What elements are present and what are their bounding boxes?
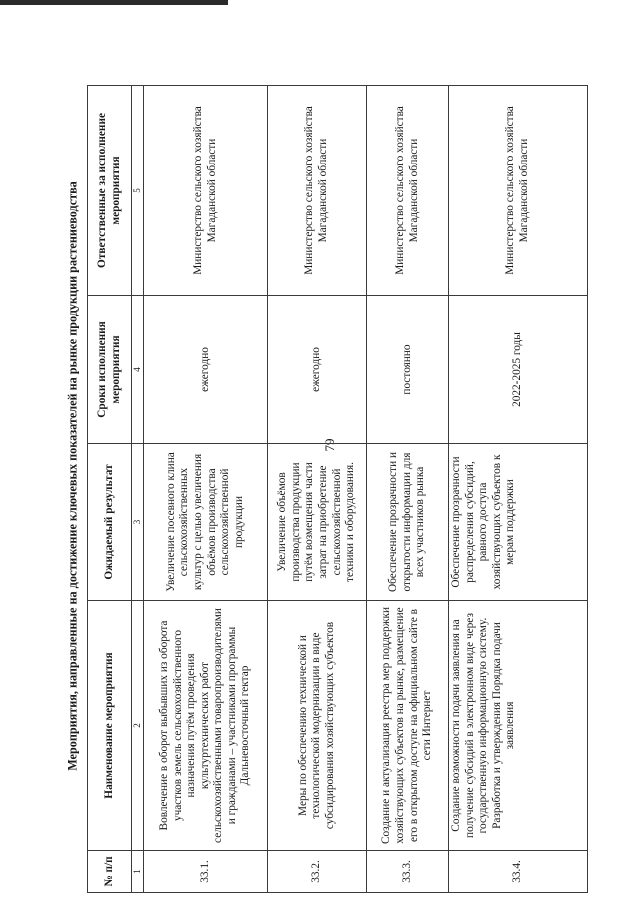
row-num: 33.3.: [367, 851, 449, 893]
page-number: 79: [322, 438, 337, 452]
header-num: № п/п: [88, 851, 132, 893]
top-rule: [0, 0, 228, 5]
row-num: 33.4.: [449, 851, 588, 893]
table-row: [144, 86, 268, 893]
row-name: Создание и актуализация реестра мер поддержки хозяйствующих субъектов на рынке, размещение его в открытом доступе на официальном сайте в сети Интернет: [367, 601, 449, 851]
row-name: Вовлечение в оборот выбывших из оборота участков земель сельскохозяйственного назначения путём проведения культуртехнических работ сельскохозяйственными товаропроизводителями и гражданами – участниками программы Дальневосточный гектар: [144, 601, 268, 851]
header-deadline: Сроки исполнения мероприятия: [88, 296, 132, 444]
row-responsible: Министерство сельского хозяйства Магаданской области: [449, 86, 588, 296]
document-title: Мероприятия, направленные на достижение ключевых показателей на рынке продукции растениеводства: [65, 181, 80, 771]
row-responsible: Министерство сельского хозяйства Магаданской области: [144, 86, 268, 296]
measures-table: [87, 85, 588, 893]
row-num: 33.2.: [268, 851, 367, 893]
row-deadline: 2022-2025 годы: [449, 296, 588, 444]
column-number-row: [132, 86, 144, 893]
column-number: 4: [132, 296, 144, 444]
table-row: [449, 86, 588, 893]
row-result: Увеличение посевного клина сельскохозяйственных культур с целью увеличения объёмов производства сельскохозяйственной продукции: [144, 444, 268, 601]
table-header-row: [88, 86, 132, 893]
row-responsible: Министерство сельского хозяйства Магаданской области: [268, 86, 367, 296]
rotated-table-container: [87, 86, 587, 893]
row-deadline: ежегодно: [268, 296, 367, 444]
header-responsible: Ответственные за исполнение мероприятия: [88, 86, 132, 296]
row-result: Обеспечение прозрачности распределения субсидий, равного доступа хозяйствующих субъектов к мерам поддержки: [449, 444, 588, 601]
row-result: Увеличение объёмов производства продукции путём возмещения части затрат на приобретение сельскохозяйственной техники и оборудования.: [268, 444, 367, 601]
row-responsible: Министерство сельского хозяйства Магаданской области: [367, 86, 449, 296]
column-number: 2: [132, 601, 144, 851]
header-result: Ожидаемый результат: [88, 444, 132, 601]
row-name: Меры по обеспечению технической и технологической модернизации в виде субсидирования хозяйствующих субъектов: [268, 601, 367, 851]
table-row: [268, 86, 367, 893]
column-number: 5: [132, 86, 144, 296]
column-number: 3: [132, 444, 144, 601]
row-deadline: ежегодно: [144, 296, 268, 444]
row-result: Обеспечение прозрачности и открытости информации для всех участников рынка: [367, 444, 449, 601]
row-name: Создание возможности подачи заявления на получение субсидий в электронном виде через государственную информационную систему. Разработка и утверждения Порядка подачи заявления: [449, 601, 588, 851]
row-num: 33.1.: [144, 851, 268, 893]
column-number: 1: [132, 851, 144, 893]
row-deadline: постоянно: [367, 296, 449, 444]
header-name: Наименование мероприятия: [88, 601, 132, 851]
table-row: [367, 86, 449, 893]
